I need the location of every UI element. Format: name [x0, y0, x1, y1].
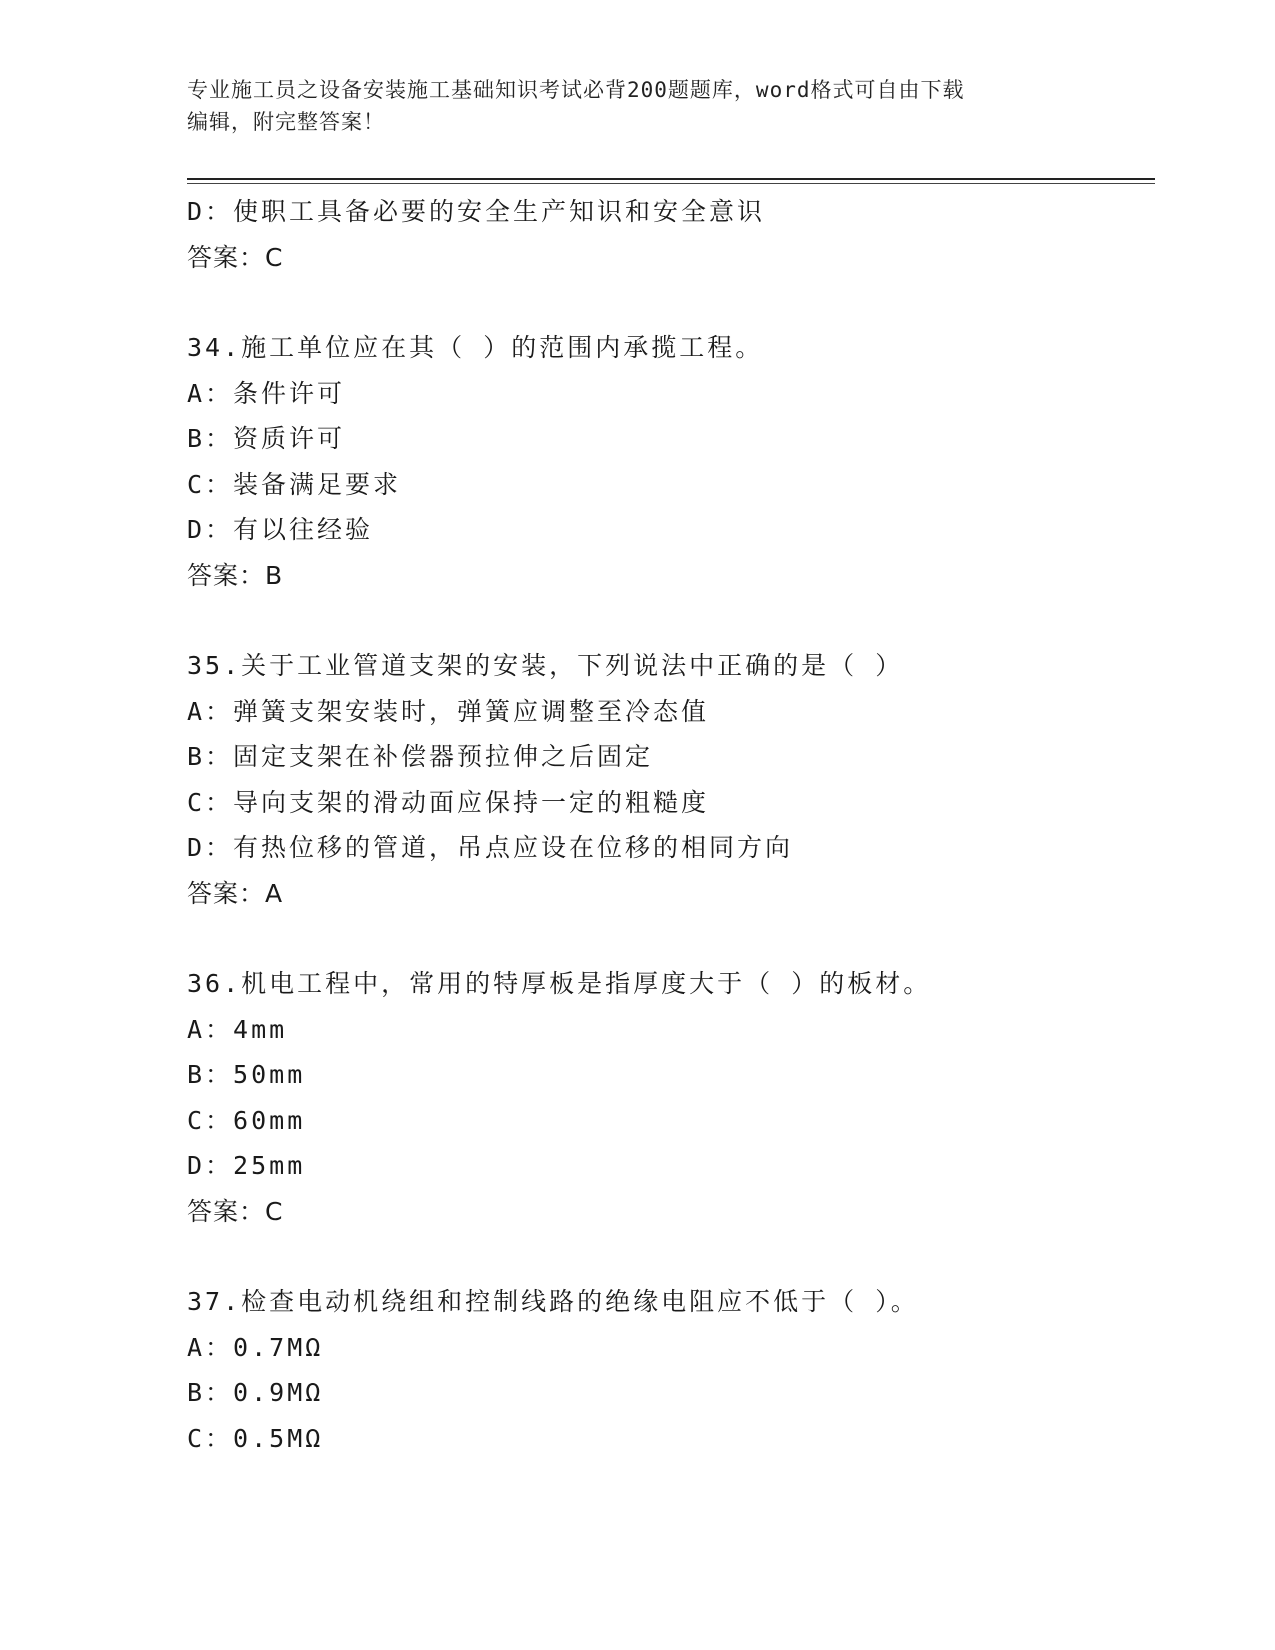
option-d: D：有以往经验	[187, 515, 374, 544]
question-stem: 35.关于工业管道支架的安装，下列说法中正确的是（ ）	[187, 651, 904, 680]
spacer	[187, 1234, 1147, 1279]
question-36	[187, 961, 1147, 1234]
question-34	[187, 325, 1147, 598]
option-b: B：固定支架在补偿器预拉伸之后固定	[187, 742, 654, 771]
option-c: C：装备满足要求	[187, 469, 402, 499]
option-c: C：导向支架的滑动面应保持一定的粗糙度	[187, 787, 710, 817]
option-b: B：0.9MΩ	[187, 1378, 324, 1407]
header-title-line-2: 编辑，附完整答案！	[187, 110, 385, 134]
previous-question-tail	[187, 189, 1147, 280]
header-divider-thick	[187, 178, 1155, 180]
question-35	[187, 643, 1147, 916]
question-stem: 37.检查电动机绕组和控制线路的绝缘电阻应不低于（ ）。	[187, 1287, 919, 1316]
option-d: D：有热位移的管道，吊点应设在位移的相同方向	[187, 833, 794, 862]
answer-line: 答案：B	[187, 560, 284, 590]
spacer	[187, 916, 1147, 961]
answer-line: 答案：C	[187, 242, 284, 272]
answer-line: 答案：A	[187, 878, 284, 908]
option-b: B：50mm	[187, 1060, 306, 1089]
option-d: D：使职工具备必要的安全生产知识和安全意识	[187, 197, 766, 226]
spacer	[187, 598, 1147, 643]
document-header	[187, 74, 1087, 138]
option-a: A：弹簧支架安装时，弹簧应调整至冷态值	[187, 696, 710, 726]
question-37	[187, 1279, 1147, 1461]
question-content	[187, 189, 1147, 1461]
option-a: A：4mm	[187, 1014, 288, 1044]
header-divider-thin	[187, 183, 1155, 184]
question-stem: 36.机电工程中，常用的特厚板是指厚度大于（ ）的板材。	[187, 969, 932, 998]
option-a: A：条件许可	[187, 378, 346, 408]
option-c: C：60mm	[187, 1105, 306, 1135]
option-a: A：0.7MΩ	[187, 1332, 324, 1362]
option-c: C：0.5MΩ	[187, 1423, 324, 1453]
question-stem: 34.施工单位应在其（ ）的范围内承揽工程。	[187, 333, 764, 362]
option-d: D：25mm	[187, 1151, 306, 1180]
option-b: B：资质许可	[187, 424, 346, 453]
header-title-line-1: 专业施工员之设备安装施工基础知识考试必背200题题库，word格式可自由下载	[187, 78, 965, 102]
spacer	[187, 280, 1147, 325]
answer-line: 答案：C	[187, 1196, 284, 1226]
